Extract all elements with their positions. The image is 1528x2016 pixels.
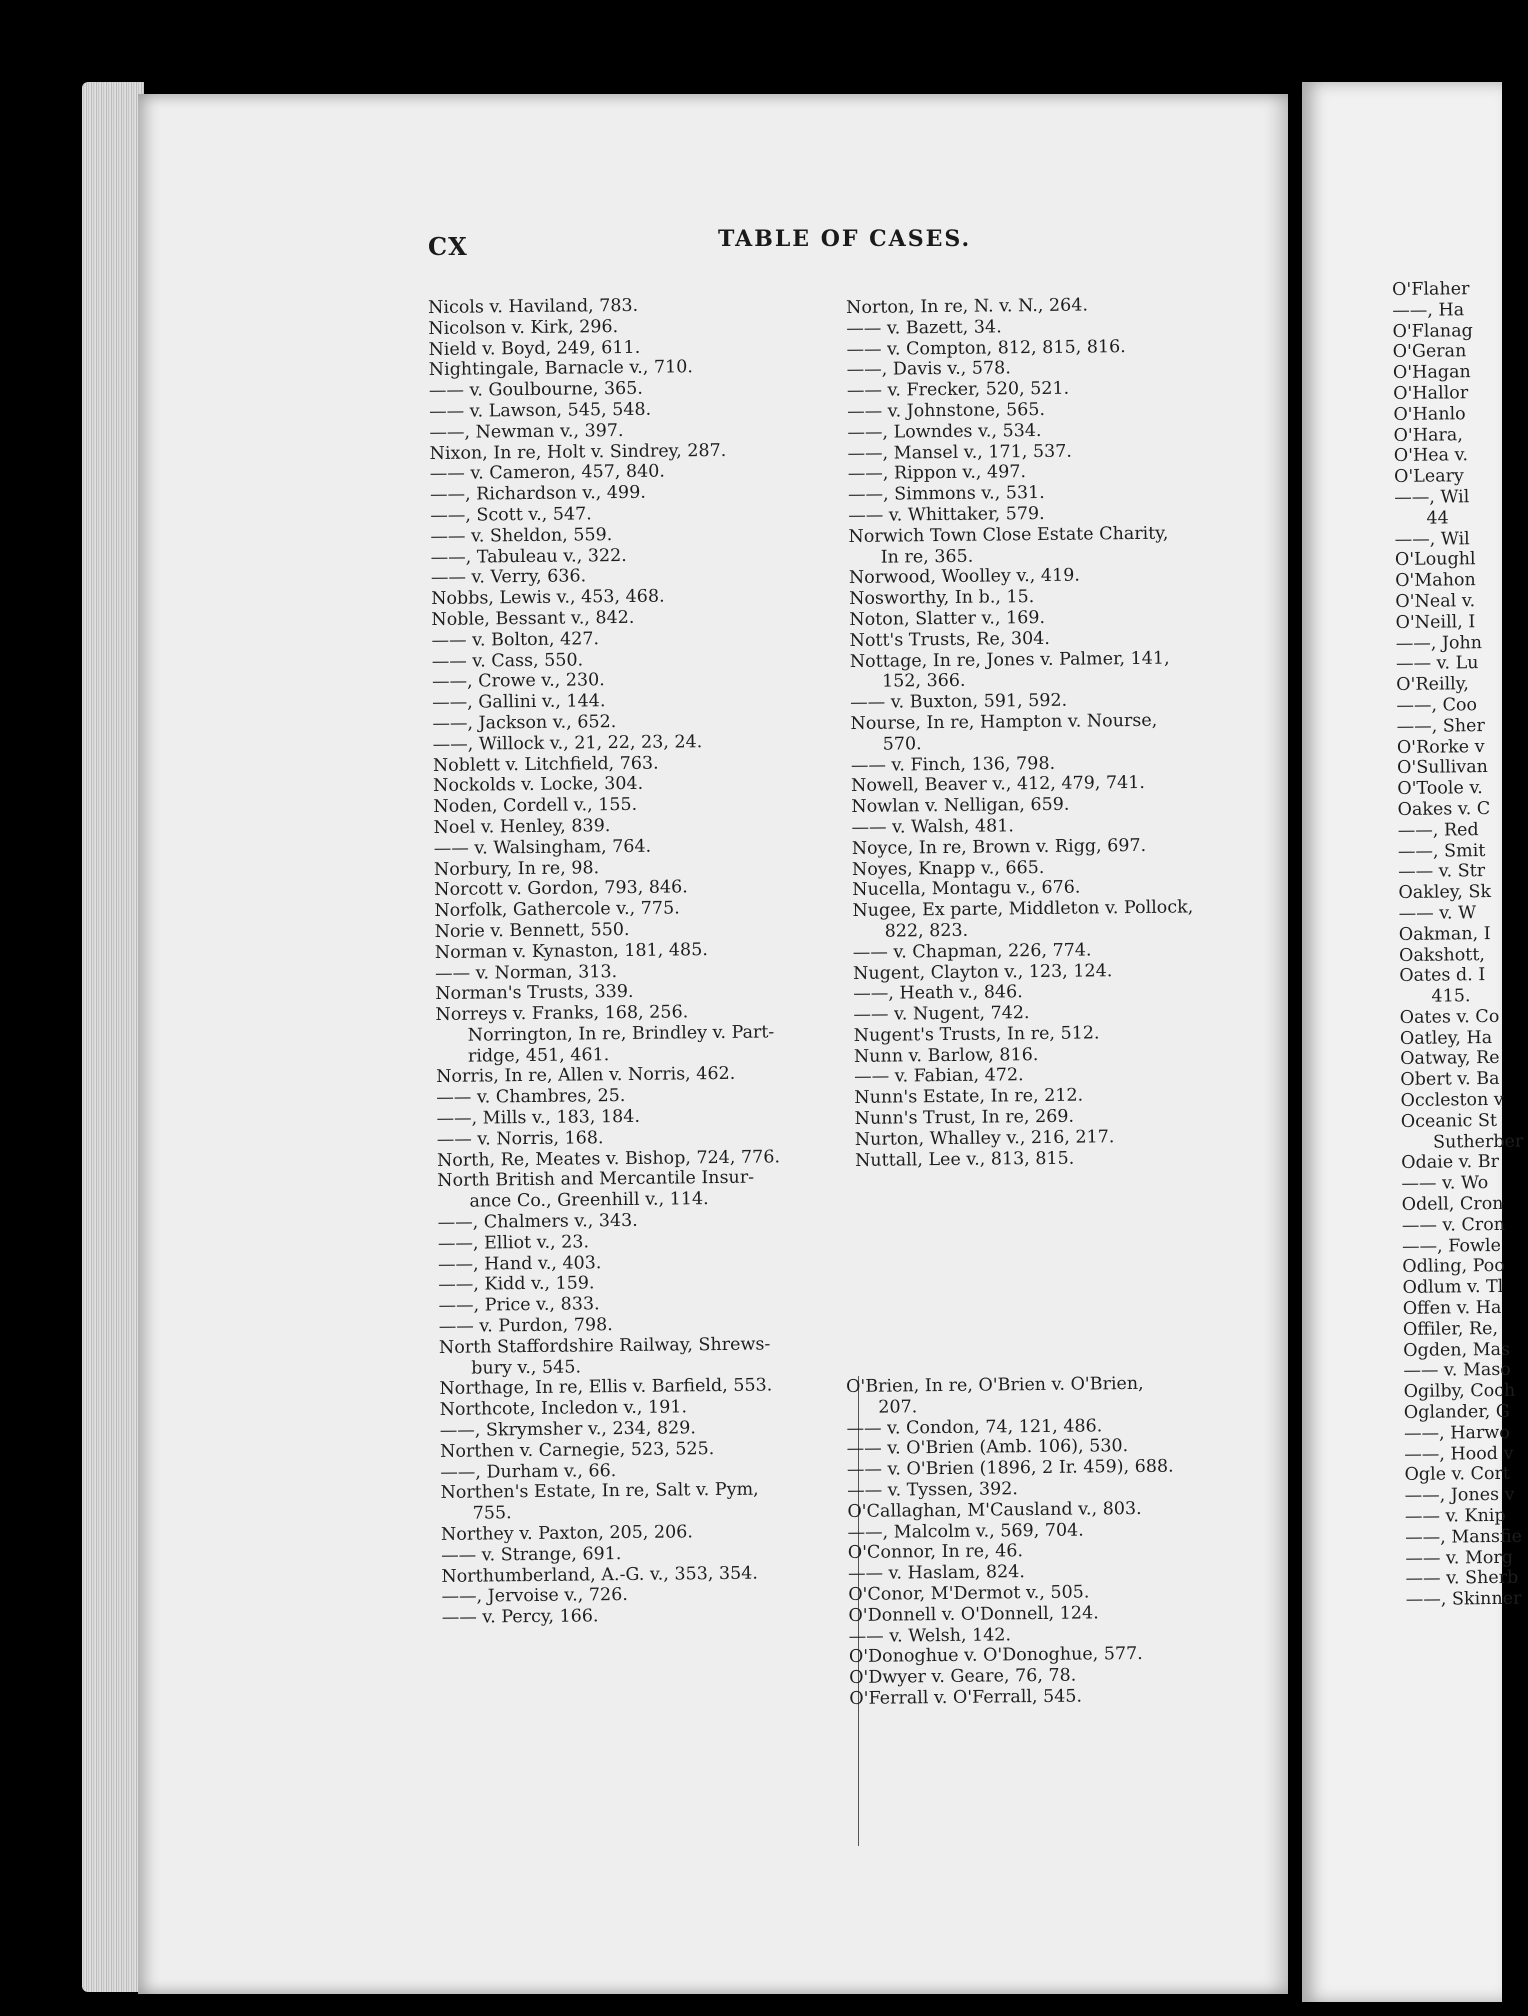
case-entry: Norris, In re, Allen v. Norris, 462.: [436, 1064, 736, 1088]
case-entry: O'Toole v.: [1397, 778, 1483, 800]
case-entry: Nicolson v. Kirk, 296.: [428, 316, 619, 339]
case-entry: O'Flaher: [1392, 279, 1470, 300]
case-entry: —— v. Purdon, 798.: [438, 1315, 613, 1337]
case-entry: Nunn's Estate, In re, 212.: [854, 1085, 1084, 1109]
case-entry: ——, Crowe v., 230.: [431, 670, 605, 693]
case-entry: Nixon, In re, Holt v. Sindrey, 287.: [429, 440, 727, 464]
case-entry: Norrington, In re, Brindley v. Part-: [467, 1022, 775, 1046]
case-entry: ——, Price v., 833.: [438, 1294, 600, 1317]
case-entry: ——, Elliot v., 23.: [437, 1232, 590, 1254]
case-entry: Norman v. Kynaston, 181, 485.: [434, 939, 708, 963]
case-entry: Nuttall, Lee v., 813, 815.: [854, 1148, 1075, 1171]
case-entry: Nosworthy, In b., 15.: [849, 587, 1035, 610]
case-entry: Offen v. Ha: [1402, 1297, 1502, 1319]
case-entry: ridge, 451, 461.: [467, 1044, 610, 1067]
case-entry: O'Conor, M'Dermot v., 505.: [848, 1582, 1090, 1605]
case-entry: Northen's Estate, In re, Salt v. Pym,: [440, 1480, 759, 1504]
case-entry: Oatway, Re: [1400, 1048, 1500, 1070]
case-entry: Noden, Cordell v., 155.: [433, 794, 638, 818]
case-entry: Norbury, In re, 98.: [433, 857, 600, 880]
case-entry: 570.: [882, 733, 922, 755]
case-entry: Odell, Cron: [1401, 1193, 1504, 1216]
case-entry: ——, Durham v., 66.: [440, 1460, 617, 1483]
case-entry: —— v. Sherb: [1405, 1568, 1519, 1590]
case-entry: —— v. Condon, 74, 121, 486.: [846, 1415, 1103, 1439]
case-entry: Northcote, Incledon v., 191.: [439, 1397, 688, 1421]
case-entry: —— v. Morg: [1405, 1547, 1514, 1569]
index-column-middle-o-entries: [846, 1373, 1259, 1710]
case-entry: ——, Chalmers v., 343.: [437, 1210, 638, 1234]
case-entry: Northumberland, A.-G. v., 353, 354.: [441, 1563, 759, 1587]
case-entry: Nurton, Whalley v., 216, 217.: [854, 1127, 1115, 1150]
case-entry: Noyes, Knapp v., 665.: [851, 857, 1045, 880]
case-entry: Nottage, In re, Jones v. Palmer, 141,: [849, 648, 1170, 672]
case-entry: Ogden, Mas: [1403, 1339, 1511, 1361]
case-entry: ance Co., Greenhill v., 114.: [469, 1189, 709, 1212]
case-entry: Offiler, Re,: [1402, 1318, 1499, 1340]
case-entry: Odling, Poo: [1402, 1256, 1505, 1278]
case-entry: —— v. Finch, 136, 798.: [850, 753, 1056, 776]
case-entry: Norcott v. Gordon, 793, 846.: [434, 877, 688, 901]
index-column-left: [428, 294, 852, 1629]
case-entry: Nobbs, Lewis v., 453, 468.: [431, 586, 665, 610]
case-entry: ——, Ha: [1392, 300, 1465, 321]
case-entry: O'Hallor: [1393, 383, 1469, 404]
case-entry: 755.: [472, 1503, 512, 1524]
case-entry: ——, Mills v., 183, 184.: [436, 1106, 641, 1130]
case-entry: O'Donnell v. O'Donnell, 124.: [848, 1603, 1099, 1626]
case-entry: ——, John: [1395, 632, 1483, 654]
case-entry: O'Hea v.: [1393, 445, 1469, 467]
case-entry: —— v. Cass, 550.: [431, 649, 584, 672]
case-entry: ——, Fowle: [1402, 1235, 1502, 1257]
case-entry: ——, Mansfie: [1405, 1526, 1523, 1548]
case-entry: —— v. Bolton, 427.: [431, 628, 600, 651]
case-entry: —— v. Haslam, 824.: [847, 1562, 1026, 1585]
case-entry: —— v. Strange, 691.: [441, 1543, 622, 1566]
case-entry: Sutherber: [1432, 1131, 1524, 1153]
case-entry: Nockolds v. Locke, 304.: [433, 774, 644, 797]
case-entry: bury v., 545.: [471, 1357, 582, 1379]
case-entry: Oakes v. C: [1397, 798, 1491, 820]
case-entry: —— v. O'Brien (1896, 2 Ir. 459), 688.: [846, 1456, 1174, 1481]
case-entry: Northage, In re, Ellis v. Barfield, 553.: [439, 1375, 773, 1400]
case-entry: Oglander, G: [1403, 1401, 1510, 1423]
case-entry: Norfolk, Gathercole v., 775.: [434, 898, 680, 922]
case-entry: ——, Wil: [1394, 487, 1470, 508]
case-entry: Norwich Town Close Estate Charity,: [848, 523, 1169, 547]
case-entry: Ogilby, Coch: [1403, 1381, 1516, 1403]
case-entry: Northen v. Carnegie, 523, 525.: [439, 1438, 715, 1462]
case-entry: —— v. Lu: [1395, 653, 1479, 675]
case-entry: Oakshott,: [1398, 944, 1485, 966]
case-entry: North British and Mercantile Insur-: [437, 1168, 755, 1192]
case-entry: —— v. Walsingham, 764.: [433, 836, 652, 859]
case-entry: Noble, Bessant v., 842.: [431, 607, 635, 630]
case-entry: North, Re, Meates v. Bishop, 724, 776.: [436, 1147, 781, 1171]
case-entry: North Staffordshire Railway, Shrews-: [438, 1334, 771, 1358]
case-entry: O'Sullivan: [1397, 757, 1489, 779]
case-entry: O'Loughl: [1394, 549, 1476, 571]
case-entry: O'Hanlo: [1393, 404, 1466, 425]
case-entry: ——, Skrymsher v., 234, 829.: [439, 1418, 697, 1441]
case-entry: —— v. Tyssen, 392.: [847, 1479, 1019, 1501]
case-entry: ——, Malcolm v., 569, 704.: [847, 1520, 1084, 1543]
case-entry: ——, Heath v., 846.: [853, 982, 1023, 1005]
case-entry: —— v. Goulbourne, 365.: [428, 378, 644, 402]
case-entry: Norwood, Woolley v., 419.: [848, 565, 1080, 589]
case-entry: —— v. Nugent, 742.: [853, 1003, 1030, 1026]
case-entry: —— v. Chapman, 226, 774.: [852, 940, 1092, 963]
case-entry: ——, Richardson v., 499.: [429, 482, 646, 506]
case-entry: —— v. Cameron, 457, 840.: [429, 461, 666, 485]
case-entry: ——, Simmons v., 531.: [847, 483, 1045, 506]
case-entry: —— v. Str: [1398, 861, 1486, 883]
case-entry: 822, 823.: [884, 920, 969, 942]
case-entry: Norman's Trusts, 339.: [435, 982, 634, 1005]
page-edges: [82, 82, 144, 1992]
case-entry: —— v. Chambres, 25.: [436, 1086, 626, 1109]
case-entry: —— v. Whittaker, 579.: [848, 503, 1045, 526]
case-entry: Noel v. Henley, 839.: [433, 816, 611, 838]
case-entry: Odlum v. Tl: [1402, 1277, 1504, 1299]
case-entry: —— v. Buxton, 591, 592.: [850, 690, 1068, 714]
case-entry: Odaie v. Br: [1401, 1152, 1500, 1174]
case-entry: 207.: [878, 1397, 918, 1418]
case-entry: ——, Rippon v., 497.: [847, 462, 1027, 485]
case-entry: Oceanic St: [1400, 1110, 1498, 1132]
case-entry: Occleston v: [1400, 1089, 1504, 1112]
index-column-middle: [846, 294, 1265, 1172]
case-entry: Nowlan v. Nelligan, 659.: [851, 794, 1070, 818]
case-entry: Noton, Slatter v., 169.: [849, 607, 1046, 630]
case-entry: Nourse, In re, Hampton v. Nourse,: [850, 710, 1158, 734]
case-entry: ——, Scott v., 547.: [430, 504, 592, 526]
case-entry: Nugent, Clayton v., 123, 124.: [852, 960, 1113, 984]
case-entry: —— v. O'Brien (Amb. 106), 530.: [846, 1436, 1129, 1460]
case-entry: —— v. Percy, 166.: [441, 1606, 599, 1629]
case-entry: Nightingale, Barnacle v., 710.: [428, 357, 693, 381]
case-entry: ——, Davis v., 578.: [846, 358, 1011, 381]
case-entry: O'Mahon: [1395, 570, 1476, 592]
case-entry: ——, Wil: [1394, 528, 1470, 550]
case-entry: ——, Sher: [1396, 715, 1485, 737]
case-entry: Norton, In re, N. v. N., 264.: [846, 295, 1089, 318]
case-entry: Oatley, Ha: [1399, 1027, 1493, 1049]
case-entry: 152, 366.: [881, 671, 966, 692]
case-entry: O'Brien, In re, O'Brien v. O'Brien,: [846, 1373, 1144, 1397]
case-entry: —— v. Verry, 636.: [430, 566, 587, 589]
case-entry: Nunn v. Barlow, 816.: [853, 1044, 1039, 1067]
case-entry: —— v. Compton, 812, 815, 816.: [846, 336, 1126, 360]
case-entry: O'Flanag: [1392, 320, 1473, 342]
case-entry: —— v. Fabian, 472.: [854, 1065, 1024, 1088]
case-entry: ——, Jackson v., 652.: [432, 711, 617, 734]
case-entry: Noyce, In re, Brown v. Rigg, 697.: [851, 835, 1147, 859]
case-entry: O'Hara,: [1393, 424, 1463, 446]
case-entry: Nicols v. Haviland, 783.: [428, 295, 639, 318]
case-entry: Obert v. Ba: [1400, 1069, 1500, 1091]
case-entry: Oakley, Sk: [1398, 882, 1492, 904]
case-entry: ——, Willock v., 21, 22, 23, 24.: [432, 731, 703, 755]
case-entry: Noblett v. Litchfield, 763.: [432, 753, 659, 776]
case-entry: —— v. Norris, 168.: [436, 1128, 604, 1150]
case-entry: —— v. Norman, 313.: [434, 961, 618, 984]
case-entry: O'Ferrall v. O'Ferrall, 545.: [849, 1686, 1083, 1709]
case-entry: ——, Gallini v., 144.: [432, 691, 606, 714]
case-entry: Nucella, Montagu v., 676.: [852, 877, 1081, 901]
case-entry: In re, 365.: [880, 546, 974, 568]
case-entry: O'Rorke v: [1396, 736, 1485, 758]
case-entry: Oates d. I: [1399, 965, 1486, 987]
case-entry: ——, Hood v: [1404, 1443, 1514, 1465]
case-entry: —— v. Sheldon, 559.: [430, 524, 613, 547]
case-entry: ——, Mansel v., 171, 537.: [847, 441, 1072, 464]
case-entry: ——, Kidd v., 159.: [438, 1273, 595, 1296]
case-entry: ——, Tabuleau v., 322.: [430, 545, 627, 568]
case-entry: 44: [1426, 508, 1449, 529]
case-entry: ——, Red: [1397, 819, 1479, 841]
case-entry: ——, Harwo: [1403, 1422, 1510, 1444]
running-head: TABLE OF CASES.: [718, 226, 972, 252]
case-entry: 415.: [1431, 986, 1471, 1007]
case-entry: Nugent's Trusts, In re, 512.: [853, 1023, 1100, 1046]
case-entry: —— v. Welsh, 142.: [848, 1624, 1012, 1647]
case-entry: Norie v. Bennett, 550.: [434, 919, 630, 942]
case-entry: O'Donoghue v. O'Donoghue, 577.: [848, 1644, 1143, 1668]
case-entry: O'Hagan: [1392, 362, 1471, 384]
case-entry: ——, Skinner: [1405, 1588, 1522, 1611]
case-entry: O'Dwyer v. Geare, 76, 78.: [849, 1665, 1077, 1689]
case-entry: ——, Coo: [1396, 695, 1478, 716]
case-entry: O'Neill, I: [1395, 611, 1476, 633]
case-entry: —— v. Knip: [1404, 1505, 1506, 1527]
case-entry: —— v. Frecker, 520, 521.: [846, 378, 1070, 402]
case-entry: —— v. Bazett, 34.: [846, 317, 1002, 339]
case-entry: Nott's Trusts, Re, 304.: [849, 628, 1051, 651]
case-entry: O'Leary: [1393, 466, 1464, 488]
case-entry: Northey v. Paxton, 205, 206.: [440, 1522, 694, 1545]
case-entry: ——, Lowndes v., 534.: [847, 420, 1042, 443]
case-entry: —— v. Cron: [1401, 1214, 1506, 1236]
case-entry: O'Connor, In re, 46.: [847, 1541, 1024, 1564]
case-entry: —— v. Wo: [1401, 1173, 1489, 1195]
case-entry: O'Neal v.: [1395, 591, 1476, 612]
page-number: CX: [428, 232, 468, 261]
case-entry: Ogle v. Cort: [1404, 1464, 1510, 1486]
case-entry: ——, Jervoise v., 726.: [441, 1585, 628, 1608]
case-entry: O'Callaghan, M'Causland v., 803.: [847, 1498, 1142, 1522]
case-entry: Oates v. Co: [1399, 1006, 1500, 1028]
case-entry: O'Reilly,: [1396, 674, 1469, 696]
case-entry: ——, Jones v: [1404, 1485, 1515, 1507]
case-entry: Nunn's Trust, In re, 269.: [854, 1106, 1075, 1130]
case-entry: —— v. Johnstone, 565.: [847, 399, 1046, 422]
case-entry: ——, Newman v., 397.: [429, 420, 624, 443]
case-entry: Nowell, Beaver v., 412, 479, 741.: [851, 773, 1146, 797]
case-entry: Oakman, I: [1398, 923, 1491, 945]
case-entry: —— v. Maso: [1403, 1360, 1511, 1382]
index-column-right-cropped: [1392, 279, 1526, 1611]
case-entry: —— v. Walsh, 481.: [851, 816, 1014, 838]
case-entry: —— v. Lawson, 545, 548.: [429, 399, 652, 422]
case-entry: Nield v. Boyd, 249, 611.: [428, 337, 641, 360]
case-entry: —— v. W: [1398, 903, 1477, 924]
case-entry: ——, Hand v., 403.: [438, 1252, 602, 1275]
case-entry: O'Geran: [1392, 341, 1467, 363]
case-entry: ——, Smit: [1397, 840, 1486, 862]
case-entry: Norreys v. Franks, 168, 256.: [435, 1002, 689, 1026]
case-entry: Nugee, Ex parte, Middleton v. Pollock,: [852, 897, 1194, 922]
